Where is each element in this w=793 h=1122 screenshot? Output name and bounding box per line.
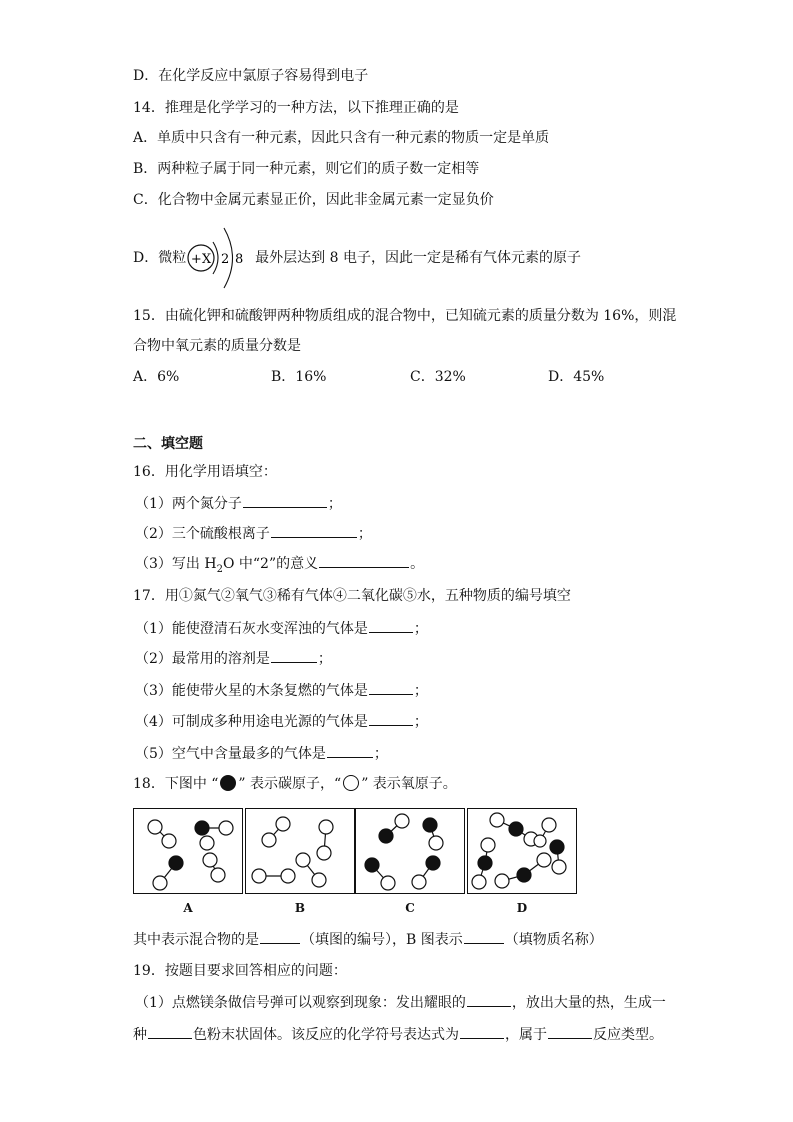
q19-line1-a: （1）点燃镁条做信号弹可以观察到现象：发出耀眼的 — [135, 995, 466, 1011]
q16-item3-prefix: （3）写出 H — [135, 556, 217, 572]
oxygen-atom — [319, 820, 333, 834]
answer-blank[interactable] — [271, 523, 357, 538]
q17-item3-end: ； — [413, 683, 428, 699]
q19-line2-c: ，属于 — [505, 1027, 547, 1043]
q17-item1-label: （1）能使澄清石灰水变浑浊的气体是 — [135, 621, 368, 637]
q16-item2 — [135, 523, 372, 544]
carbon-atom — [379, 829, 393, 843]
q17-item5-end: ； — [373, 746, 388, 762]
panel-a-label: A — [183, 901, 193, 915]
q17-item4-label: （4）可制成多种用途电光源的气体是 — [135, 714, 368, 730]
q18-answer-part2: （填图的编号），B 图表示 — [301, 932, 463, 948]
oxygen-atom — [490, 813, 504, 827]
oxygen-atom — [262, 833, 276, 847]
q15-option-b: B．16% — [271, 369, 327, 385]
oxygen-atom — [429, 836, 443, 850]
panel-b — [245, 808, 355, 894]
oxygen-atom — [162, 834, 176, 848]
oxygen-atom — [276, 817, 290, 831]
q16-item2-label: （2）三个硫酸根离子 — [135, 526, 270, 542]
carbon-atom-icon — [220, 775, 236, 791]
q19-line1-b: ，放出大量的热，生成一 — [511, 995, 666, 1011]
q18-stem — [133, 774, 457, 794]
answer-blank[interactable] — [327, 743, 373, 758]
panel-c — [355, 808, 465, 894]
q13-option-d: D．在化学反应中氯原子容易得到电子 — [133, 68, 369, 84]
oxygen-atom — [412, 875, 426, 889]
answer-blank[interactable] — [460, 1024, 504, 1039]
q16-item2-end: ； — [357, 526, 372, 542]
answer-blank[interactable] — [467, 992, 511, 1007]
carbon-atom — [365, 858, 379, 872]
panel-a — [133, 808, 243, 894]
q18-stem-suffix: ” 表示氧原子。 — [361, 776, 457, 792]
q17-item1-end: ； — [413, 621, 428, 637]
panel-d — [467, 808, 577, 894]
carbon-atom — [509, 822, 523, 836]
panel-b-molecules — [246, 809, 353, 892]
q17-item4 — [135, 711, 428, 732]
oxygen-atom — [534, 835, 546, 847]
q19-line1 — [135, 992, 666, 1013]
oxygen-atom — [211, 868, 225, 882]
panel-b-label: B — [294, 901, 306, 915]
q15-option-c: C．32% — [410, 369, 466, 385]
panel-d-label: D — [516, 901, 528, 915]
nucleus-label: +X — [190, 252, 212, 267]
oxygen-atom — [200, 836, 214, 850]
answer-blank[interactable] — [243, 493, 327, 508]
q16-item1-label: （1）两个氮分子 — [135, 496, 242, 512]
q18-stem-prefix: 18．下图中 “ — [133, 776, 219, 792]
q18-answer-part1: 其中表示混合物的是 — [133, 932, 259, 948]
q14-option-d-suffix: 最外层达到 8 电子，因此一定是稀有气体元素的原子 — [255, 250, 581, 266]
carbon-atom — [517, 868, 531, 882]
q14-option-c: C．化合物中金属元素显正价，因此非金属元素一定显负价 — [133, 192, 494, 208]
q16-item1-end: ； — [327, 496, 342, 512]
q19-line2-a: 种 — [133, 1027, 147, 1043]
oxygen-atom — [312, 873, 326, 887]
q15-stem-line1: 15．由硫化钾和硫酸钾两种物质组成的混合物中，已知硫元素的质量分数为 16%，则混 — [133, 308, 677, 324]
q17-item2-label: （2）最常用的溶剂是 — [135, 651, 270, 667]
q16-item3-mid: O 中“2”的意义 — [222, 556, 319, 572]
q18-answer — [133, 929, 603, 950]
oxygen-atom — [481, 838, 495, 852]
oxygen-atom — [153, 876, 167, 890]
oxygen-atom — [552, 860, 566, 874]
q18-stem-mid: ” 表示碳原子，“ — [238, 776, 342, 792]
oxygen-atom — [495, 874, 509, 888]
molecule-diagrams — [133, 808, 578, 918]
q16-item3-end: 。 — [410, 556, 425, 572]
answer-blank[interactable] — [260, 929, 300, 944]
panel-c-label: C — [405, 901, 415, 915]
oxygen-atom — [219, 821, 233, 835]
q17-item2 — [135, 648, 332, 669]
q16-stem: 16．用化学用语填空： — [133, 464, 277, 480]
q14-option-b: B．两种粒子属于同一种元素，则它们的质子数一定相等 — [133, 161, 480, 177]
q18-answer-part3: （填物质名称） — [504, 932, 603, 948]
section-title: 二、填空题 — [133, 436, 203, 452]
q17-item1 — [135, 618, 428, 639]
oxygen-atom — [296, 853, 310, 867]
q15-option-d: D．45% — [548, 369, 605, 385]
answer-blank[interactable] — [369, 618, 413, 633]
q14-option-d-prefix: D．微粒 — [133, 250, 187, 266]
oxygen-atom-icon — [343, 775, 359, 791]
oxygen-atom — [203, 853, 217, 867]
answer-blank[interactable] — [319, 553, 409, 568]
oxygen-atom — [472, 875, 486, 889]
oxygen-atom — [537, 853, 551, 867]
q19-line2-b: 色粉末状固体。该反应的化学符号表达式为 — [193, 1027, 459, 1043]
q16-item1 — [135, 493, 342, 514]
q19-stem: 19．按题目要求回答相应的问题： — [133, 963, 347, 979]
answer-blank[interactable] — [148, 1024, 192, 1039]
carbon-atom — [423, 818, 437, 832]
answer-blank[interactable] — [369, 680, 413, 695]
oxygen-atom — [381, 876, 395, 890]
q17-item2-end: ； — [317, 651, 332, 667]
answer-blank[interactable] — [369, 711, 413, 726]
carbon-atom — [426, 856, 440, 870]
q17-item3-label: （3）能使带火星的木条复燃的气体是 — [135, 683, 368, 699]
shell-2-count: 8 — [235, 252, 244, 267]
oxygen-atom — [395, 814, 409, 828]
q17-item5 — [135, 743, 388, 764]
q17-item5-label: （5）空气中含量最多的气体是 — [135, 746, 326, 762]
q15-stem-line2: 合物中氧元素的质量分数是 — [133, 338, 301, 354]
carbon-atom — [550, 840, 564, 854]
q16-item3-sub: 2 — [216, 563, 223, 575]
atom-structure-diagram — [183, 222, 245, 294]
oxygen-atom — [252, 869, 266, 883]
q17-item3 — [135, 680, 428, 701]
q14-option-a: A．单质中只含有一种元素，因此只含有一种元素的物质一定是单质 — [133, 130, 550, 146]
q17-item4-end: ； — [413, 714, 428, 730]
q15-option-a: A．6% — [133, 369, 180, 385]
panel-a-molecules — [134, 809, 241, 892]
q19-line2 — [133, 1024, 663, 1045]
oxygen-atom — [542, 818, 556, 832]
carbon-atom — [478, 856, 492, 870]
oxygen-atom — [317, 846, 331, 860]
oxygen-atom — [148, 820, 162, 834]
carbon-atom — [169, 856, 183, 870]
carbon-atom — [195, 821, 209, 835]
panel-c-molecules — [356, 809, 463, 892]
q14-stem: 14．推理是化学学习的一种方法，以下推理正确的是 — [133, 100, 459, 116]
oxygen-atom — [281, 869, 295, 883]
q17-stem: 17．用①氮气②氧气③稀有气体④二氧化碳⑤水，五种物质的编号填空 — [133, 588, 571, 604]
answer-blank[interactable] — [271, 648, 317, 663]
q16-item3 — [135, 553, 424, 580]
answer-blank[interactable] — [464, 929, 504, 944]
answer-blank[interactable] — [548, 1024, 592, 1039]
shell-1-count: 2 — [221, 252, 230, 267]
panel-d-molecules — [468, 809, 575, 892]
q19-line2-d: 反应类型。 — [593, 1027, 663, 1043]
